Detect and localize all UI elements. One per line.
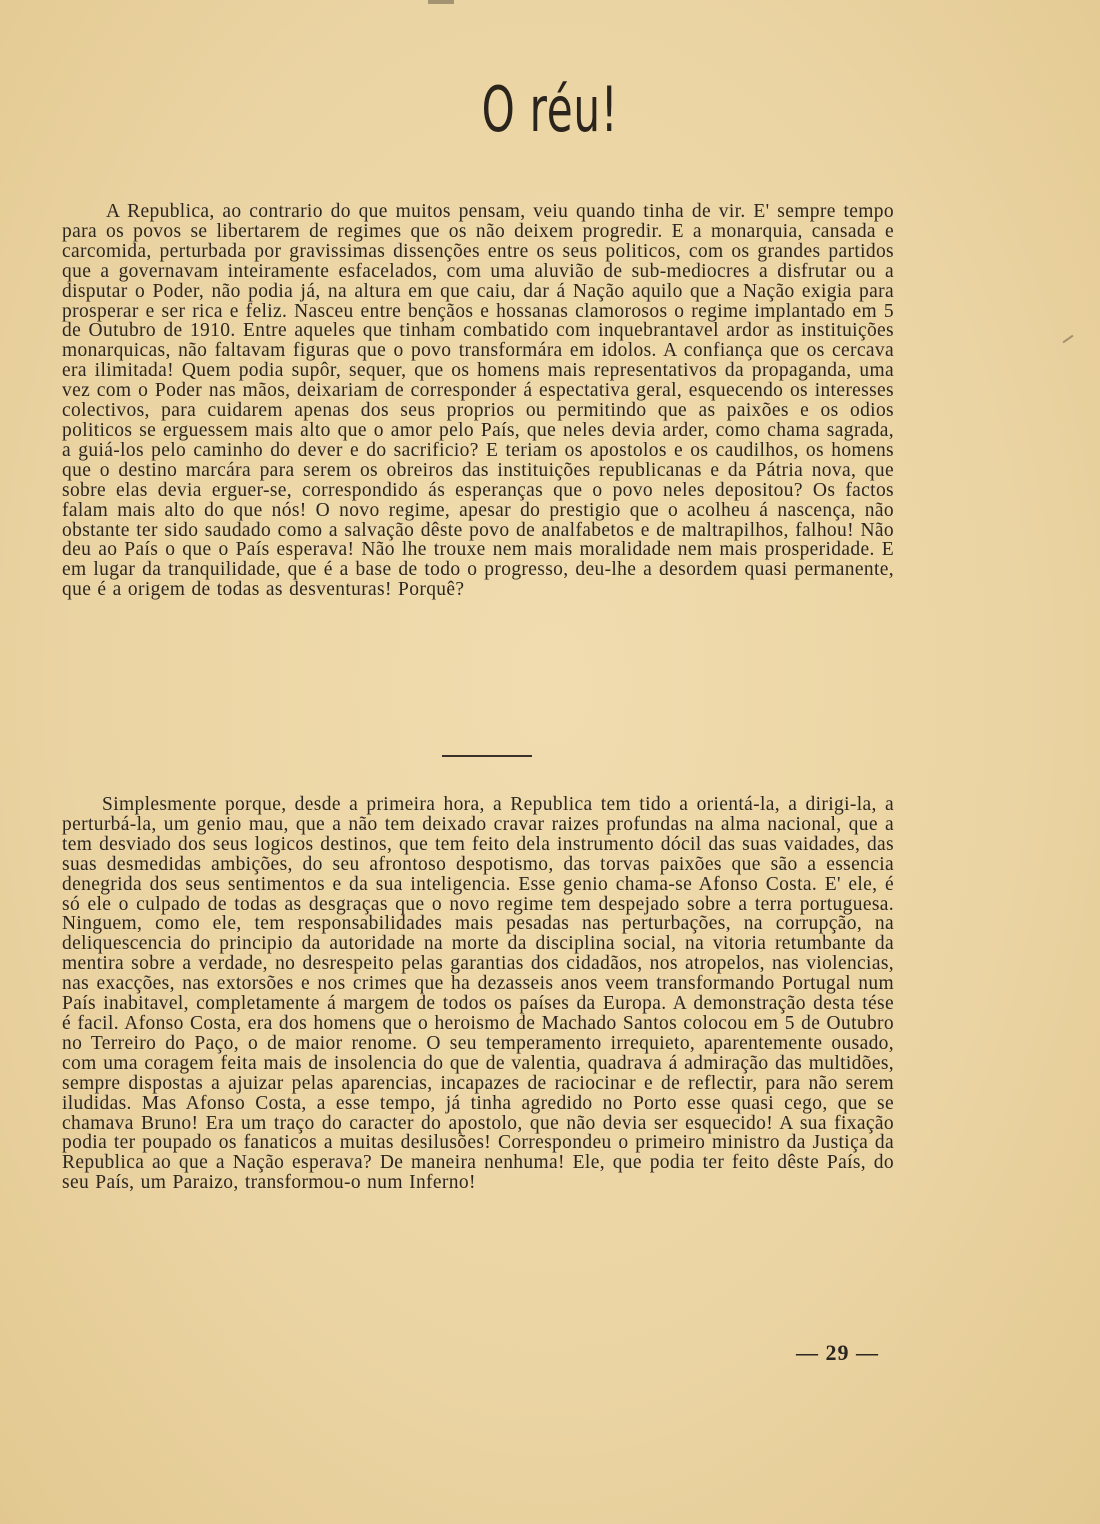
body-paragraph-1: A Republica, ao contrario do que muitos pensam, veiu quando tinha de vir. E' sempre tempo para os povos se libertarem de regimes que os não deixem progredir. E a monarquia, cansada e carcomida, perturbada por gravissimas dissenções entre os seus politicos, com os grandes partidos que a governavam inteiramente esfacelados, com uma aluvião de sub-mediocres a disfrutar ou a disputar o Poder, não podia já, na altura em que caiu, dar á Nação aquilo que a Nação exigia para prosperar e ser rica e feliz. Nasceu entre bençãos e hossanas clamorosos o regime implantado em 5 de Outubro de 1910. Entre aqueles que tinham combatido com inquebrantavel ardor as instituições monarquicas, não faltavam figuras que o povo transformára em idolos. A confiança que os cercava era ilimitada! Quem podia supôr, sequer, que os homens mais representativos da propaganda, uma vez com o Poder nas mãos, deixariam de corresponder á espectativa geral, esquecendo os interesses colectivos, para cuidarem apenas dos seus proprios ou permitindo que as paixões e os odios politicos se erguessem mais alto que o amor pelo País, que neles devia arder, como chama sagrada, a guiá-los pelo caminho do dever e do sacrificio? E teriam os apostolos e os caudilhos, os homens que o destino marcára para serem os obreiros das instituições republicanas e da Pátria nova, que sobre elas devia erguer-se, correspondido ás esperanças que o povo neles depositou? Os factos falam mais alto do que nós! O novo regime, apesar do prestigio que o acolheu á nascença, não obstante ter sido saudado como a salvação dêste povo de analfabetos e de maltrapilhos, falhou! Não deu ao País o que o País esperava! Não lhe trouxe nem mais moralidade nem mais prosperidade. E em lugar da tranquilidade, que é a base de todo o progresso, deu-lhe a desordem quasi permanente, que é a origem de todas as desventuras! Porquê? [62,201,894,601]
ink-speck-right [1063,335,1074,344]
page-number: — 29 — [796,1340,879,1365]
body-paragraph-2: Simplesmente porque, desde a primeira hora, a Republica tem tido a orientá-la, a dirigi-la, a perturbá-la, um genio mau, que a não tem deixado cravar raizes profundas na alma nacional, que a tem desviado dos seus logicos destinos, que tem feito dela instrumento dócil das suas vaidades, das suas desmedidas ambições, do seu afrontoso despotismo, das torvas paixões que são a essencia denegrida dos seus sentimentos e da sua inteligencia. Esse genio chama-se Afonso Costa. E' ele, é só ele o culpado de todas as desgraças que o novo regime tem despejado sobre a terra portuguesa. Ninguem, como ele, tem responsabilidades mais pesadas nas perturbações, na corrupção, na deliquescencia do principio da autoridade na morte da disciplina social, na vitoria retumbante da mentira sobre a verdade, no desrespeito pelas garantias dos cidadãos, nos atropelos, nas violencias, nas exacções, nas extorsões e nos crimes que ha dezasseis anos veem transformando Portugal num País inabitavel, completamente á margem de todos os países da Europa. A demonstração desta tése é facil. Afonso Costa, era dos homens que o heroismo de Machado Santos colocou em 5 de Outubro no Terreiro do Paço, o de maior renome. O seu temperamento irrequieto, aparentemente ousado, com uma coragem feita mais de insolencia do que de valentia, quadrava á admiração das multidões, sempre dispostas a ajuizar pelas aparencias, incapazes de raciocinar e de reflectir, para não serem iludidas. Mas Afonso Costa, a esse tempo, já tinha agredido no Porto esse quasi cego, que se chamava Bruno! Era um traço do caracter do apostolo, que não devia ser esquecido! A sua fixação podia ter poupado os fanaticos a muitas desilusões! Correspondeu o primeiro ministro da Justiça da Republica ao que a Nação esperava? De maneira nenhuma! Ele, que podia ter feito dêste País, do seu País, um Paraizo, transformou-o num Inferno! [62,794,894,1194]
ink-speck-top [428,0,454,4]
section-divider [442,755,532,757]
page-title: O réu! [481,73,619,146]
